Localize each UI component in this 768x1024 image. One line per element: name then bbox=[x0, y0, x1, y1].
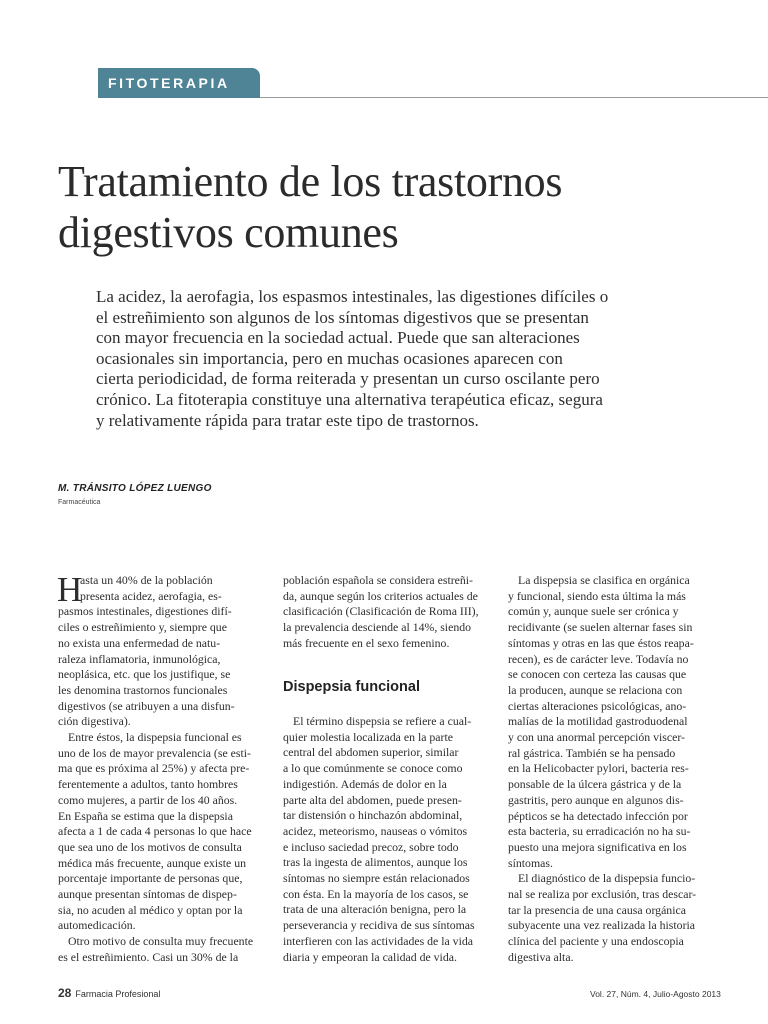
lead-line: ocasionales sin importancia, pero en muchas ocasiones aparecen con bbox=[96, 348, 563, 368]
body-line: parte alta del abdomen, puede presen- bbox=[283, 792, 462, 807]
body-column-2 bbox=[283, 573, 486, 652]
body-line: porcentaje importante de personas que, bbox=[58, 871, 243, 886]
body-line: que sea uno de los motivos de consulta bbox=[58, 839, 242, 854]
lead-line: el estreñimiento son algunos de los síntomas digestivos que se presentan bbox=[96, 307, 589, 327]
author-name: M. TRÁNSITO LÓPEZ LUENGO bbox=[58, 483, 212, 494]
body-line: diaria y empeoran la calidad de vida. bbox=[283, 949, 457, 964]
body-line: acidez, meteorismo, nauseas o vómitos bbox=[283, 823, 468, 838]
body-line: asta un 40% de la población bbox=[80, 573, 213, 587]
body-line: raleza inflamatoria, inmunológica, bbox=[58, 651, 221, 666]
body-line: central del abdomen superior, similar bbox=[283, 745, 459, 760]
drop-cap: H bbox=[57, 570, 83, 609]
body-line: en la Helicobacter pylori, bacteria res- bbox=[508, 761, 689, 776]
section-divider bbox=[260, 97, 768, 98]
body-line: es el estreñimiento. Casi un 30% de la bbox=[58, 949, 239, 964]
title-line: Tratamiento de los trastornos bbox=[58, 157, 563, 206]
lead-line: crónico. La fitoterapia constituye una alternativa terapéutica eficaz, segura bbox=[96, 389, 603, 409]
body-line: ción digestiva). bbox=[58, 714, 131, 729]
body-line: población española se considera estreñi- bbox=[283, 573, 473, 587]
body-line: presenta acidez, aerofagia, es- bbox=[80, 588, 222, 603]
body-line: y con una anormal percepción viscer- bbox=[508, 730, 685, 745]
body-line: más frecuente en el sexo femenino. bbox=[283, 635, 450, 650]
body-line: da, aunque según los criterios actuales de bbox=[283, 588, 478, 603]
body-line: aunque presentan síntomas de dispep- bbox=[58, 887, 237, 902]
body-line: trata de una alteración benigna, pero la bbox=[283, 902, 467, 917]
body-line: ponsable de la úlcera gástrica y de la bbox=[508, 777, 682, 792]
body-line: sia, no acuden al médico y optan por la bbox=[58, 902, 243, 917]
lead-line: cierta periodicidad, de forma reiterada y presentan un curso oscilante pero bbox=[96, 369, 600, 389]
body-line: esta bacteria, su erradicación no ha su- bbox=[508, 824, 691, 839]
body-line: neoplásica, etc. que los justifique, se bbox=[58, 667, 231, 682]
section-label: FITOTERAPIA bbox=[108, 75, 230, 91]
body-line: Otro motivo de consulta muy frecuente bbox=[68, 934, 254, 949]
body-line: uno de los de mayor prevalencia (se esti- bbox=[58, 745, 251, 760]
body-line: y funcional, siendo esta última la más bbox=[508, 588, 686, 603]
body-line: automedicación. bbox=[58, 918, 136, 933]
body-line: médica más frecuente, aunque existe un bbox=[58, 855, 247, 870]
title-line: digestivos comunes bbox=[58, 208, 399, 257]
lead-line: y relativamente rápida para tratar este tipo de trastornos. bbox=[96, 410, 479, 430]
body-line: tar la presencia de una causa orgánica bbox=[508, 902, 686, 917]
body-line: recidivante (se suelen alternar fases sin bbox=[508, 620, 693, 635]
body-line: a lo que comúnmente se conoce como bbox=[283, 761, 463, 776]
body-line: ciles o estreñimiento y, siempre que bbox=[58, 620, 227, 635]
body-column-2-continued bbox=[283, 714, 486, 965]
body-line: se conocen con certeza las causas que bbox=[508, 667, 687, 682]
body-line: tar distensión o hinchazón abdominal, bbox=[283, 808, 463, 823]
body-line: no exista una enfermedad de natu- bbox=[58, 635, 221, 650]
body-line: la prevalencia desciende al 14%, siendo bbox=[283, 620, 472, 635]
issue-info: Vol. 27, Núm. 4, Julio-Agosto 2013 bbox=[590, 989, 721, 999]
body-line: En España se estima que la dispepsia bbox=[58, 808, 233, 823]
body-line: ciertas alteraciones psicológicas, ano- bbox=[508, 698, 687, 713]
journal-name: Farmacia Profesional bbox=[75, 989, 161, 999]
body-line: afecta a 1 de cada 4 personas lo que hace bbox=[58, 824, 252, 839]
body-line: ma que es próxima al 25%) y afecta pre- bbox=[58, 761, 250, 776]
body-line: síntomas no siempre están relacionados bbox=[283, 871, 470, 886]
body-line: subyacente una vez realizada la historia bbox=[508, 918, 696, 933]
body-line: interfieren con las actividades de la vida bbox=[283, 933, 473, 948]
body-line: tras la ingesta de alimentos, aunque los bbox=[283, 855, 468, 870]
body-line: gastritis, pero aunque en algunos dis- bbox=[508, 792, 684, 807]
body-line: perseverancia y recidiva de sus síntomas bbox=[283, 918, 475, 933]
body-line: La dispepsia se clasifica en orgánica bbox=[518, 573, 690, 587]
author-role: Farmacéutica bbox=[58, 499, 101, 506]
section-heading: Dispepsia funcional bbox=[283, 679, 420, 695]
body-line: El término dispepsia se refiere a cual- bbox=[293, 714, 472, 728]
body-line: indigestión. Además de dolor en la bbox=[283, 776, 447, 791]
body-line: con ésta. En la mayoría de los casos, se bbox=[283, 886, 469, 901]
lead-line: con mayor frecuencia en la sociedad actual. Puede que san alteraciones bbox=[96, 328, 580, 348]
body-line: les denomina trastornos funcionales bbox=[58, 682, 228, 697]
body-column-3 bbox=[508, 573, 709, 966]
body-line: recen), es de carácter leve. Todavía no bbox=[508, 651, 689, 666]
body-line: la producen, aunque se relaciona con bbox=[508, 682, 683, 697]
body-line: malías de la motilidad gastroduodenal bbox=[508, 714, 688, 729]
body-line: nal se realiza por exclusión, tras descar- bbox=[508, 887, 697, 902]
body-line: síntomas. bbox=[508, 855, 553, 870]
body-line: síntomas y otras en las que éstos reapa- bbox=[508, 635, 694, 650]
body-column-1 bbox=[57, 570, 261, 966]
body-line: e incluso saciedad precoz, sobre todo bbox=[283, 839, 459, 854]
body-line: ral gástrica. También se ha pensado bbox=[508, 745, 676, 760]
body-line: pasmos intestinales, digestiones difí- bbox=[58, 604, 232, 619]
body-line: quier molestia localizada en la parte bbox=[283, 729, 453, 744]
body-line: digestivos (se atribuyen a una disfun- bbox=[58, 698, 235, 713]
section-tag bbox=[98, 68, 260, 98]
page-number: 28 bbox=[58, 986, 72, 1000]
footer-left bbox=[58, 986, 160, 1000]
body-line: como mujeres, a partir de los 40 años. bbox=[58, 792, 238, 807]
article-lead bbox=[96, 287, 656, 431]
body-line: digestiva alta. bbox=[508, 949, 574, 964]
body-line: ferentemente a adultos, tanto hombres bbox=[58, 777, 238, 792]
body-line: puesto una mejora significativa en los bbox=[508, 839, 687, 854]
body-line: clasificación (Clasificación de Roma III), bbox=[283, 604, 479, 619]
body-line: clínica del paciente y una endoscopia bbox=[508, 934, 684, 949]
body-line: Entre éstos, la dispepsia funcional es bbox=[68, 730, 242, 745]
lead-line: La acidez, la aerofagia, los espasmos intestinales, las digestiones difíciles o bbox=[96, 287, 609, 306]
body-line: pépticos se ha detectado infección por bbox=[508, 808, 688, 823]
body-line: común y, aunque suele ser crónica y bbox=[508, 604, 679, 619]
article-title bbox=[58, 156, 718, 258]
body-line: El diagnóstico de la dispepsia funcio- bbox=[518, 871, 696, 886]
